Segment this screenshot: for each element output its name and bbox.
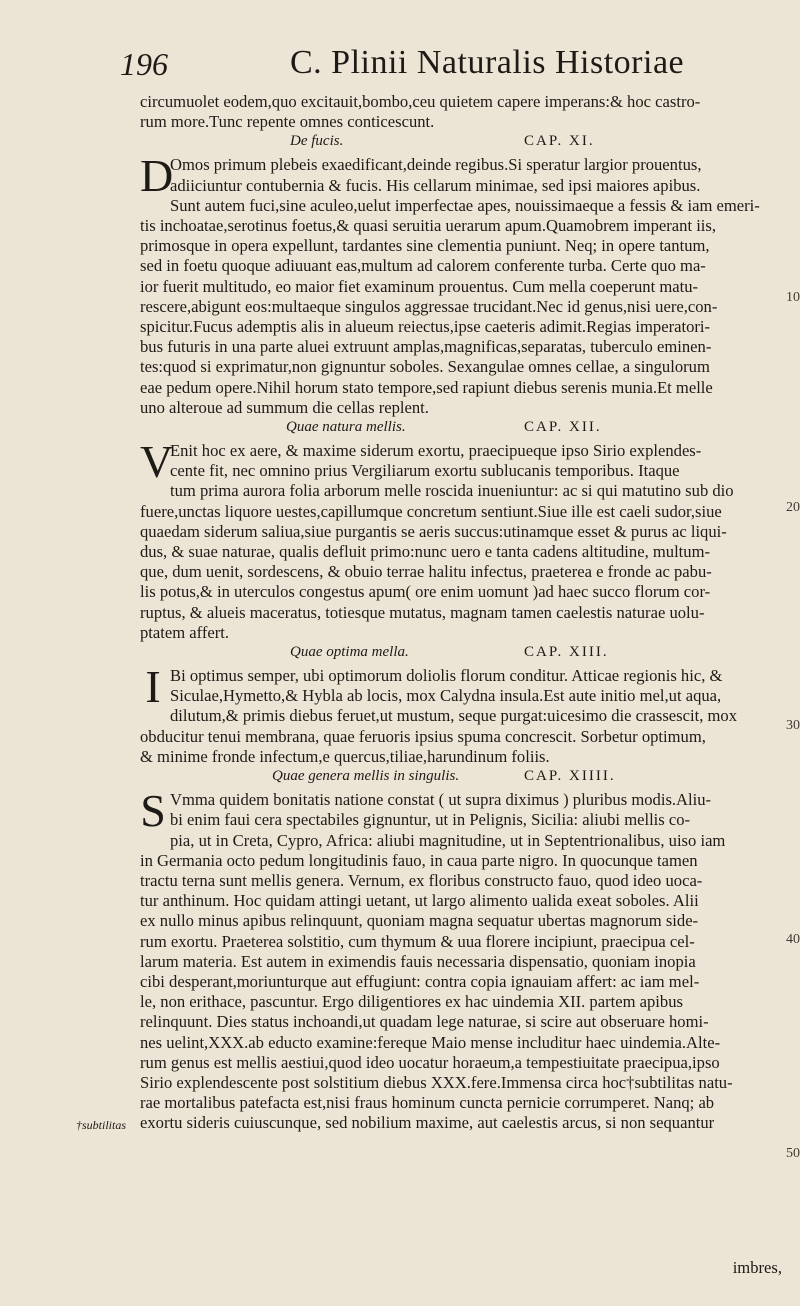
page-number: 196 <box>120 46 168 82</box>
drop-cap: D <box>140 150 174 202</box>
text-line: quaedam siderum saliua,siue purgantis se aeris succus:utinamque esset & purus ac liqui- <box>140 521 727 541</box>
drop-cap: I <box>145 661 161 713</box>
text-line: lis potus,& in uterculos congestus apum( ore enim uomunt )ad haec succo florum cor- <box>140 582 711 602</box>
text-line: Sirio explendescente post solstitium diebus XXX.fere.Immensa circa hoc†subtilitas natu- <box>140 1072 733 1092</box>
text-line: tractu terna sunt mellis genera. Vernum, ex floribus constructo fauo, quod ideo uoca- <box>140 870 703 890</box>
chapter-title: De fucis. <box>290 133 344 150</box>
text-line: tum prima aurora folia arborum melle roscida inueniuntur: ac si qui matutino sub dio <box>170 481 734 501</box>
text-line: cente fit, nec omnino prius Vergiliarum exortu sublucanis temporibus. Itaque <box>170 461 680 481</box>
text-line: dilutum,& primis diebus feruet,ut mustum, seque purgat:uicesimo die crassescit, mox <box>170 706 738 726</box>
chapter-heading <box>140 419 798 441</box>
chapter-number: CAP. XI. <box>524 133 595 150</box>
text-line: Enit hoc ex aere, & maxime siderum exortu, praecipueque ipso Sirio explendes- <box>170 441 702 461</box>
paragraph <box>140 785 798 1133</box>
text-line: circumuolet eodem,quo excitauit,bombo,ceu quietem capere imperans:& hoc castro- <box>140 92 701 111</box>
text-line: Sunt autem fuci,sine aculeo,uelut imperfectae apes, nouissimaeque a fessis & iam emeri- <box>170 195 760 215</box>
text-line: nes uelint,XXX.ab educto examine:fereque Maio mense includitur haec uindemia.Alte- <box>140 1032 721 1052</box>
text-line: larum materia. Est autem in eximendis fauis necessaria dispensatio, quoniam inopia <box>140 951 696 971</box>
text-body <box>140 92 798 1134</box>
text-line: Bi optimus semper, ubi optimorum doliolis florum conditur. Atticae regionis hic, & <box>170 666 723 686</box>
paragraph <box>140 661 798 767</box>
text-line: obducitur tenui membrana, quae feruoris ipsius spuma concrescit. Sorbetur optimum, <box>140 726 706 746</box>
text-line: ex nullo minus apibus relinquunt, quoniam magna sequatur ubertas magnorum side- <box>140 911 699 931</box>
drop-cap: S <box>140 785 166 837</box>
chapter-title: Quae optima mella. <box>290 644 409 661</box>
paragraph <box>140 150 798 418</box>
text-line: Omos primum plebeis exaedificant,deinde regibus.Si speratur largior prouentus, <box>170 155 702 175</box>
text-line: spicitur.Fucus ademptis alis in alueum reiectus,ipse caeteris adimit.Regias imperatori- <box>140 317 711 337</box>
chapter-section <box>140 133 798 418</box>
text-line: adiiciuntur contubernia & fucis. His cellarum minimae, sed ipsi maiores apibus. <box>170 175 701 195</box>
chapter-number: CAP. XIIII. <box>524 768 616 785</box>
text-line: dus, & suae naturae, qualis defluit primo:nunc uero e tanta cadens altitudine, multum- <box>140 542 711 562</box>
text-line: relinquunt. Dies status inchoandi,ut quadam lege naturae, si scire aut obseruare homi- <box>140 1012 709 1032</box>
paragraph <box>140 436 798 643</box>
text-line: primosque in opera expellunt, tardantes sine clementia puniunt. Neq; in opere tantum, <box>140 236 710 256</box>
text-line: ruptus, & alueis maceratus, totiesque mutatus, magnam tamen caelestis naturae uolu- <box>140 602 705 622</box>
text-line: & minime fronde infectum,e quercus,tiliae,harundinum foliis. <box>140 746 550 766</box>
chapter-heading <box>140 768 798 790</box>
text-line: rescere,abigunt eos:multaeque singulos aggressae trucidant.Nec id genus,nisi uere,con- <box>140 296 718 316</box>
margin-line-number: 20 <box>786 500 800 515</box>
text-line: que, dum uenit, sordescens, & obuio terrae halitu infectus, praeterea e fronde ac pabu- <box>140 562 712 582</box>
running-title: C. Plinii Naturalis Historiae <box>290 44 685 81</box>
text-line: fuere,unctas liquore uestes,capillumque concretum sentiunt.Siue ille est caeli sudor,siue <box>140 501 722 521</box>
text-line: ptatem affert. <box>140 622 230 642</box>
text-line: sed in foetu quoque adiuuant eas,multum ad calorem conferente turba. Certe quo ma- <box>140 256 706 276</box>
text-line: tis inchoatae,serotinus foetus,& quasi seruitia uerarum apum.Quamobrem imperant iis, <box>140 216 717 236</box>
margin-line-number: 40 <box>786 932 800 947</box>
chapter-number: CAP. XIII. <box>524 644 609 661</box>
text-line: rum genus est mellis aestiui,quod ideo uocatur horaeum,a tempestiuitate praecipua,ipso <box>140 1052 720 1072</box>
chapter-section <box>140 768 798 1133</box>
text-line: pia, ut in Creta, Cypro, Africa: aliubi magnitudine, ut in Septentrionalibus, uiso iam <box>170 830 726 850</box>
text-line: rae mortalibus patefacta est,nisi fraus hominum cuncta pernicie corrumperet. Nanq; ab <box>140 1093 715 1113</box>
text-line: bus futuris in una parte aluei extruunt amplas,magnificas,separatas, tuberculo eminen- <box>140 337 712 357</box>
chapter-title: Quae genera mellis in singulis. <box>272 768 460 785</box>
text-line: rum exortu. Praeterea solstitio, cum thymum & uua florere incipiunt, praecipua cel- <box>140 931 695 951</box>
margin-line-number: 10 <box>786 290 800 305</box>
text-line: uno alteroue ad summum die cellas replent. <box>140 397 429 417</box>
text-line: tur anthinum. Hoc quidam attingi uetant, ut largo alimento ualida exeat soboles. Alii <box>140 891 699 911</box>
text-line: exortu sideris cuiuscunque, sed nobilium maxime, aut caelestis arcus, si non sequantur <box>140 1113 715 1133</box>
chapter-section <box>140 644 798 767</box>
chapter-heading <box>140 644 798 666</box>
margin-line-number: 30 <box>786 718 800 733</box>
text-line: Siculae,Hymetto,& Hybla ab locis, mox Calydna insula.Est aute initio mel,ut aqua, <box>170 686 722 706</box>
text-line: Vmma quidem bonitatis natione constat ( ut supra diximus ) pluribus modis.Aliu- <box>170 790 712 810</box>
chapter-section <box>140 419 798 643</box>
text-line: rum more.Tunc repente omnes conticescunt. <box>140 112 435 132</box>
chapter-title: Quae natura mellis. <box>286 419 406 436</box>
text-line: cibi desperant,moriunturque aut effugiunt: contra copia ignauiam affert: ac iam mel- <box>140 971 700 991</box>
text-line: eae pedum opere.Nihil horum stato tempore,sed rapiunt diebus serenis munia.Et melle <box>140 377 713 397</box>
text-line: ior fuerit multitudo, eo maior fiet examinum prouentus. Cum mella coeperunt matu- <box>140 276 699 296</box>
text-line: le, non erithace, pascuntur. Ergo diligentiores ex hac uindemia XII. partem apibus <box>140 992 683 1012</box>
drop-cap: V <box>140 436 174 488</box>
catchword: imbres, <box>732 1258 782 1277</box>
text-line: in Germania octo pedum longitudinis fauo, in caua parte nigro. In quocunque tamen <box>140 850 698 870</box>
margin-note: †subtilitas <box>76 1118 127 1132</box>
chapter-number: CAP. XII. <box>524 419 602 436</box>
text-line: bi enim faui cera spectabiles gignuntur, ut in Pelignis, Sicilia: aliubi mellis co- <box>170 810 691 830</box>
margin-line-number: 50 <box>786 1146 800 1161</box>
page-header <box>120 44 800 94</box>
intro-paragraph <box>140 92 798 132</box>
text-line: tes:quod si exprimatur,non gignuntur soboles. Sexangulae omnes cellae, a singulorum <box>140 357 710 377</box>
chapter-heading <box>140 133 798 155</box>
